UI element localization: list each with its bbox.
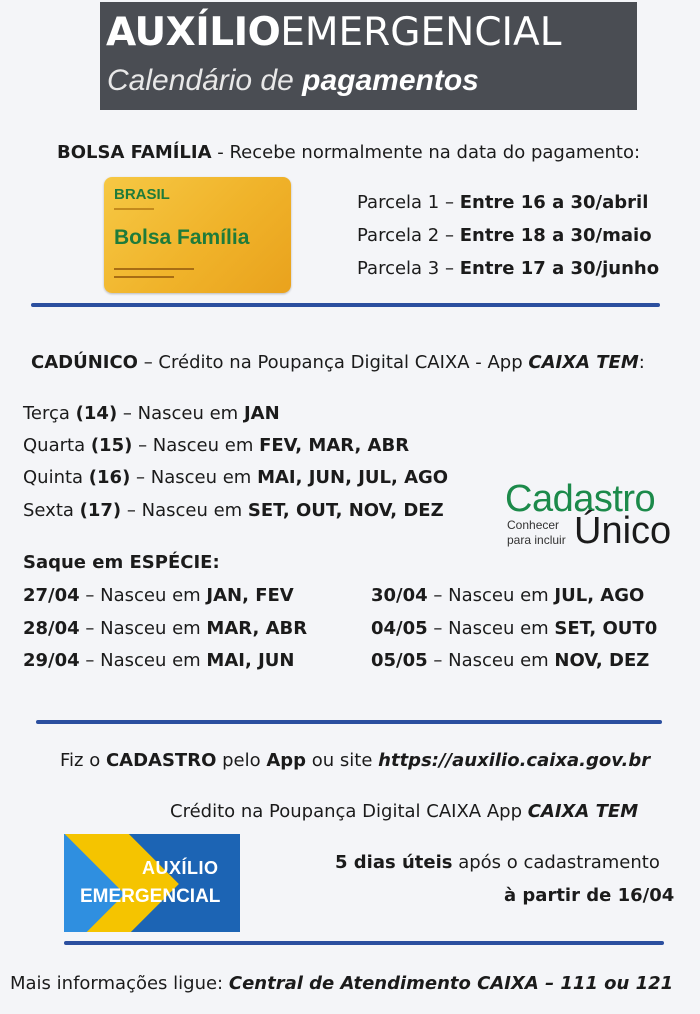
cadunico-day-3: Quinta (16) – Nasceu em MAI, JUN, JUL, AGO <box>23 467 449 488</box>
bolsa-familia-heading: BOLSA FAMÍLIA - Recebe normalmente na data do pagamento: <box>57 142 641 163</box>
cadastro-unico-logo-unico: Único <box>574 510 672 552</box>
page-subtitle: Calendário de pagamentos <box>107 64 479 97</box>
cadastro-line-3: 5 dias úteis após o cadastramento <box>335 852 660 873</box>
cadunico-day-4: Sexta (17) – Nasceu em SET, OUT, NOV, DEZ <box>23 500 444 521</box>
cadastro-unico-logo-small-2: para incluir <box>507 533 566 547</box>
cadastro-line-2: Crédito na Poupança Digital CAIXA App CAIXA TEM <box>170 801 639 822</box>
card-decoration <box>114 208 154 210</box>
logo-text-emergencial: EMERGENCIAL <box>80 886 221 907</box>
saque-left-1: 27/04 – Nasceu em JAN, FEV <box>23 585 294 606</box>
cadastro-line-4: à partir de 16/04 <box>504 885 675 906</box>
section-divider <box>64 941 664 945</box>
saque-right-3: 05/05 – Nasceu em NOV, DEZ <box>371 650 650 671</box>
section-divider <box>31 303 660 307</box>
cadastro-unico-logo-small-1: Conhecer <box>507 518 560 532</box>
cadunico-heading: CADÚNICO – Crédito na Poupança Digital CAIXA - App CAIXA TEM: <box>31 352 645 373</box>
bolsa-familia-brasil-logo: BRASIL <box>114 186 170 203</box>
saque-right-2: 04/05 – Nasceu em SET, OUT0 <box>371 618 658 639</box>
saque-right-1: 30/04 – Nasceu em JUL, AGO <box>371 585 645 606</box>
auxilio-emergencial-logo <box>64 834 240 932</box>
bolsa-familia-card-name: Bolsa Família <box>114 226 250 249</box>
parcela-1: Parcela 1 – Entre 16 a 30/abril <box>357 192 649 213</box>
page-title: AUXÍLIOEMERGENCIAL <box>106 10 562 55</box>
cadastro-unico-logo-top: Cadastro <box>505 478 656 520</box>
parcela-3: Parcela 3 – Entre 17 a 30/junho <box>357 258 660 279</box>
cadunico-day-2: Quarta (15) – Nasceu em FEV, MAR, ABR <box>23 435 410 456</box>
card-decoration <box>114 276 174 278</box>
cadastro-line-1: Fiz o CADASTRO pelo App ou site https://auxilio.caixa.gov.br <box>60 750 651 771</box>
saque-left-2: 28/04 – Nasceu em MAR, ABR <box>23 618 308 639</box>
caixa-phone[interactable]: Central de Atendimento CAIXA – 111 ou 121 <box>228 973 674 994</box>
logo-text-auxilio: AUXÍLIO <box>142 858 219 878</box>
saque-heading: Saque em ESPÉCIE: <box>23 552 220 573</box>
auxilio-site-link[interactable]: https://auxilio.caixa.gov.br <box>378 750 651 771</box>
section-divider <box>36 720 662 724</box>
footer-info: Mais informações ligue: Central de Atendimento CAIXA – 111 ou 121 <box>10 973 674 994</box>
saque-left-3: 29/04 – Nasceu em MAI, JUN <box>23 650 295 671</box>
parcela-2: Parcela 2 – Entre 18 a 30/maio <box>357 225 652 246</box>
card-decoration <box>114 268 194 270</box>
cadunico-day-1: Terça (14) – Nasceu em JAN <box>23 403 280 424</box>
